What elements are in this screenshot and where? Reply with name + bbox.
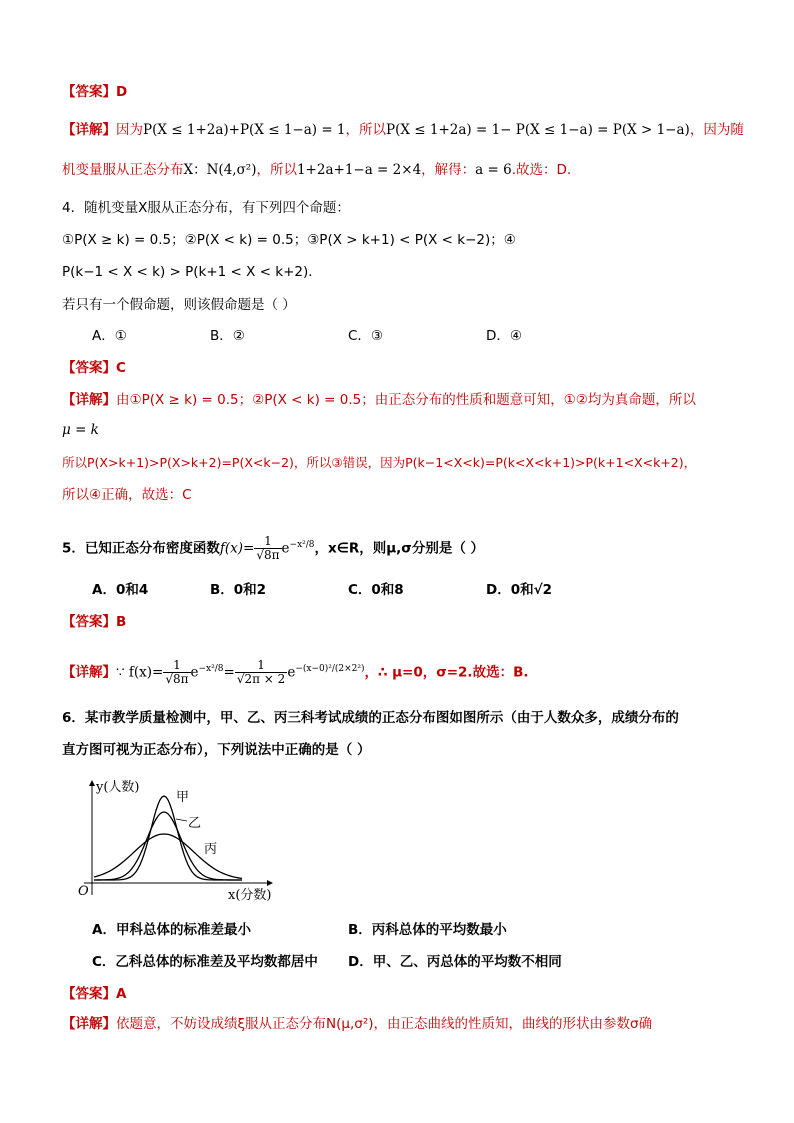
prev-answer-line [62, 82, 127, 102]
q5-answer-line [62, 612, 126, 632]
y-axis-label: y(人数) [96, 780, 140, 795]
detail-tag: 【详解】 [62, 392, 116, 408]
q4-stem: 4．随机变量X服从正态分布，有下列四个命题： [62, 200, 350, 216]
answer-tag: 【答案】 [62, 360, 116, 376]
q4-answer-line [62, 358, 126, 378]
q4-detail-line4: 所以④正确，故选：C [62, 487, 192, 503]
equation: X：N(4,σ²) [183, 162, 257, 178]
answer-value: D [116, 84, 128, 100]
equation: 1+2a+1−a = 2×4 [296, 162, 422, 178]
x-axis-label: x(分数) [228, 888, 272, 903]
origin-label: O [78, 884, 89, 899]
q6-option-a: A．甲科总体的标准差最小 [92, 922, 251, 938]
q4-props-line1: ①P(X ≥ k) = 0.5；②P(X < k) = 0.5；③P(X > k+1) < P(X < k−2)；④ [62, 232, 516, 248]
fraction: $\frac{1}{√8\pi}$ [165, 658, 189, 686]
q4-option-d: D．④ [486, 328, 522, 344]
equation: P(X ≤ 1+2a) = 1− P(X ≤ 1−a) = P(X > 1−a) [386, 122, 690, 138]
label-leader-yi [176, 819, 187, 821]
q5-detail-line: 【详解】∵ f(x)= $\frac{1}{√8\pi}$ $e^{-x^2/8}=$ $\frac{1}{√2\pi \times 2}$ $e^{-(x-0)^2/(2\times 2^2)}$，∴ μ=0，σ=2.故选：B. [62, 658, 529, 686]
q4-option-a: A．① [92, 328, 127, 344]
detail-tag: 【详解】 [62, 664, 116, 681]
q4-detail-line1: 【详解】由①P(X ≥ k) = 0.5；②P(X < k) = 0.5；由正态分布的性质和题意可知，①②均为真命题，所以 [62, 392, 696, 408]
curve-bing [94, 834, 242, 878]
q6-answer-line [62, 984, 126, 1004]
q6-detail-line1: 【详解】依题意，不妨设成绩ξ服从正态分布N(μ,σ²)，由正态曲线的性质知，曲线的形状由参数σ确 [62, 1016, 653, 1032]
fraction: $\frac{1}{√2\pi \times 2}$ [236, 658, 286, 686]
curve-label-jia: 甲 [176, 790, 190, 805]
detail-tag: 【详解】 [62, 1016, 116, 1032]
equation: a = 6 [475, 162, 512, 178]
curve-label-yi: 乙 [188, 816, 202, 831]
q6-stem-line2: 直方图可视为正态分布），下列说法中正确的是（ ） [62, 742, 371, 758]
q5-option-b: B．0和2 [210, 582, 267, 598]
equation: P(X ≤ 1+2a)+P(X ≤ 1−a) = 1 [143, 122, 346, 138]
q4-props-line2: P(k−1 < X < k) > P(k+1 < X < k+2)． [62, 264, 322, 280]
q5-stem: 5．已知正态分布密度函数f(x)= $\frac{1}{√8\pi}$ $e^{-x^2/8}$，x∈R，则μ,σ分别是（ ） [62, 534, 485, 562]
normal-distribution-figure [72, 775, 282, 905]
q5-option-a: A．0和4 [92, 582, 149, 598]
answer-value: C [116, 360, 126, 376]
q4-option-b: B．② [210, 328, 245, 344]
q6-stem-line1: 6．某市教学质量检测中，甲、乙、丙三科考试成绩的正态分布图如图所示（由于人数众多，成绩分布的 [62, 710, 679, 726]
q5-option-c: C．0和8 [348, 582, 404, 598]
prev-detail-line1: 【详解】因为P(X ≤ 1+2a)+P(X ≤ 1−a) = 1，所以P(X ≤ 1+2a) = 1− P(X ≤ 1−a) = P(X > 1−a)，因为随 [62, 122, 744, 138]
answer-tag: 【答案】 [62, 614, 116, 630]
q6-option-b: B．丙科总体的平均数最小 [348, 922, 507, 938]
q4-detail-line3: 所以P(X>k+1)>P(X>k+2)=P(X<k−2)，所以③错误，因为P(k−1<X<k)=P(k<X<k+1)>P(k+1<X<k+2)， [62, 455, 697, 470]
curve-label-bing: 丙 [204, 842, 218, 857]
prev-detail-line2: 机变量服从正态分布X：N(4,σ²)，所以1+2a+1−a = 2×4，解得：a = 6.故选：D. [62, 162, 572, 178]
answer-tag: 【答案】 [62, 84, 116, 100]
fraction: $\frac{1}{√8\pi}$ [256, 534, 280, 562]
q4-option-c: C．③ [348, 328, 384, 344]
q5-option-d: D．0和√2 [486, 582, 552, 598]
answer-tag: 【答案】 [62, 986, 116, 1002]
detail-tag: 【详解】 [62, 122, 116, 138]
answer-value: A [116, 986, 127, 1002]
q4-detail-line2: μ = k [62, 422, 99, 438]
q6-option-c: C．乙科总体的标准差及平均数都居中 [92, 954, 318, 970]
q4-ask: 若只有一个假命题，则该假命题是（ ） [62, 297, 296, 313]
q6-option-d: D．甲、乙、丙总体的平均数不相同 [348, 954, 562, 970]
answer-value: B [116, 614, 127, 630]
curve-yi [94, 812, 242, 880]
